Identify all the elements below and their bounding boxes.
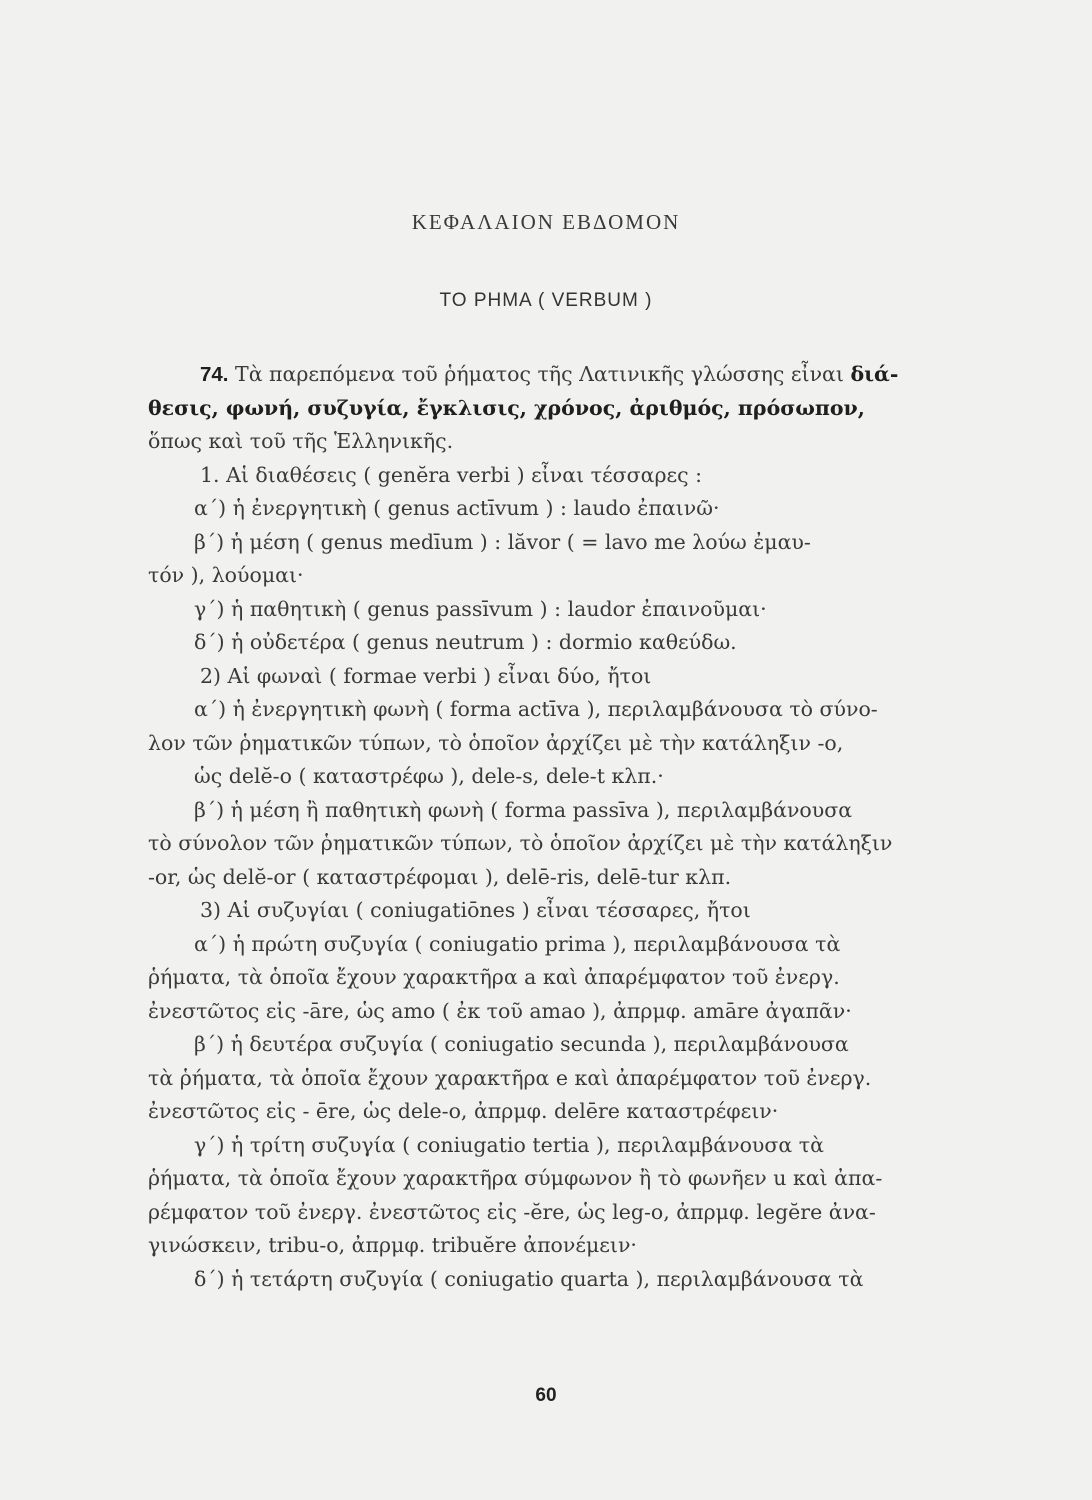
text-line: ῥήματα, τὰ ὁποῖα ἔχουν χαρακτῆρα a καὶ ἀπαρέμφατον τοῦ ἐνεργ.	[148, 965, 840, 989]
text-line: τόν ), λούομαι·	[148, 563, 304, 587]
section-title: ΤΟ ΡΗΜΑ ( VERBUM )	[439, 290, 653, 311]
text-line: γινώσκειν, tribu-o, ἀπρμφ. tribuĕre ἀπονέμειν·	[148, 1233, 637, 1257]
text-line: β΄) ἡ μέση ( genus medīum ) : lăvor ( = lavo me λούω ἐμαυ-	[194, 529, 811, 554]
paragraph-74-line-2: θεσις, φωνή, συζυγία, ἔγκλισις, χρόνος, ἀριθμός, πρόσωπον,	[148, 395, 865, 420]
text-line: γ΄) ἡ παθητικὴ ( genus passīvum ) : laudor ἐπαινοῦμαι·	[194, 596, 767, 621]
intro-bold-term: διά-	[850, 362, 899, 386]
text-line: α΄) ἡ ἐνεργητικὴ ( genus actīvum ) : laudo ἐπαινῶ·	[194, 496, 720, 520]
intro-text: Τὰ παρεπόμενα τοῦ ῥήματος τῆς Λατινικῆς γλώσσης εἶναι	[228, 362, 851, 386]
text-line: β΄) ἡ μέση ἢ παθητικὴ φωνὴ ( forma passīva ), περιλαμβάνουσα	[194, 797, 853, 822]
paragraph-74-line-3: ὅπως καὶ τοῦ τῆς Ἑλληνικῆς.	[148, 429, 454, 453]
text-line: ρέμφατον τοῦ ἐνεργ. ἐνεστῶτος εἰς -ĕre, ὡς leg-o, ἀπρμφ. legĕre ἀνα-	[148, 1199, 876, 1224]
text-line: δ΄) ἡ τετάρτη συζυγία ( coniugatio quarta ), περιλαμβάνουσα τὰ	[194, 1266, 864, 1291]
text-line: β΄) ἡ δευτέρα συζυγία ( coniugatio secunda ), περιλαμβάνουσα	[194, 1032, 849, 1056]
text-line: 3) Αἱ συζυγίαι ( coniugatiōnes ) εἶναι τέσσαρες, ἤτοι	[200, 898, 751, 922]
text-line: ἐνεστῶτος εἰς - ēre, ὡς dele-o, ἀπρμφ. delēre καταστρέφειν·	[148, 1099, 779, 1123]
text-line: γ΄) ἡ τρίτη συζυγία ( coniugatio tertia ), περιλαμβάνουσα τὰ	[194, 1132, 824, 1157]
text-line: α΄) ἡ πρώτη συζυγία ( coniugatio prima ), περιλαμβάνουσα τὰ	[194, 931, 841, 956]
text-line: ὡς delĕ-o ( καταστρέφω ), dele-s, dele-t κλπ.·	[194, 764, 664, 788]
paragraph-74-line-1	[148, 358, 990, 392]
page-number: 60	[535, 1385, 557, 1406]
text-line: ἐνεστῶτος εἰς -āre, ὡς amo ( ἐκ τοῦ amao ), ἀπρμφ. amāre ἀγαπᾶν·	[148, 998, 852, 1023]
text-line: ῥήματα, τὰ ὁποῖα ἔχουν χαρακτῆρα σύμφωνον ἢ τὸ φωνῆεν u καὶ ἀπα-	[148, 1166, 883, 1190]
text-line: -or, ὡς delĕ-or ( καταστρέφομαι ), delē-ris, delē-tur κλπ.	[148, 864, 732, 889]
text-line: τὸ σύνολον τῶν ῥηματικῶν τύπων, τὸ ὁποῖον ἀρχίζει μὲ τὴν κατάληξιν	[148, 831, 893, 855]
text-line: 2) Αἱ φωναὶ ( formae verbi ) εἶναι δύο, ἤτοι	[200, 663, 652, 688]
text-line: 1. Αἱ διαθέσεις ( genĕra verbi ) εἶναι τέσσαρες :	[200, 462, 703, 487]
section-number: 74.	[200, 363, 229, 386]
text-line: α΄) ἡ ἐνεργητικὴ φωνὴ ( forma actīva ), περιλαμβάνουσα τὸ σύνο-	[194, 697, 878, 721]
chapter-heading: ΚΕΦΑΛΑΙΟΝ ΕΒΔΟΜΟΝ	[411, 210, 681, 234]
text-line: λον τῶν ῥηματικῶν τύπων, τὸ ὁποῖον ἀρχίζει μὲ τὴν κατάληξιν -o,	[148, 730, 844, 755]
text-line: τὰ ῥήματα, τὰ ὁποῖα ἔχουν χαρακτῆρα e καὶ ἀπαρέμφατον τοῦ ἐνεργ.	[148, 1065, 872, 1090]
body-text	[148, 358, 990, 1296]
text-line: δ΄) ἡ οὐδετέρα ( genus neutrum ) : dormio καθεύδω.	[194, 630, 737, 654]
